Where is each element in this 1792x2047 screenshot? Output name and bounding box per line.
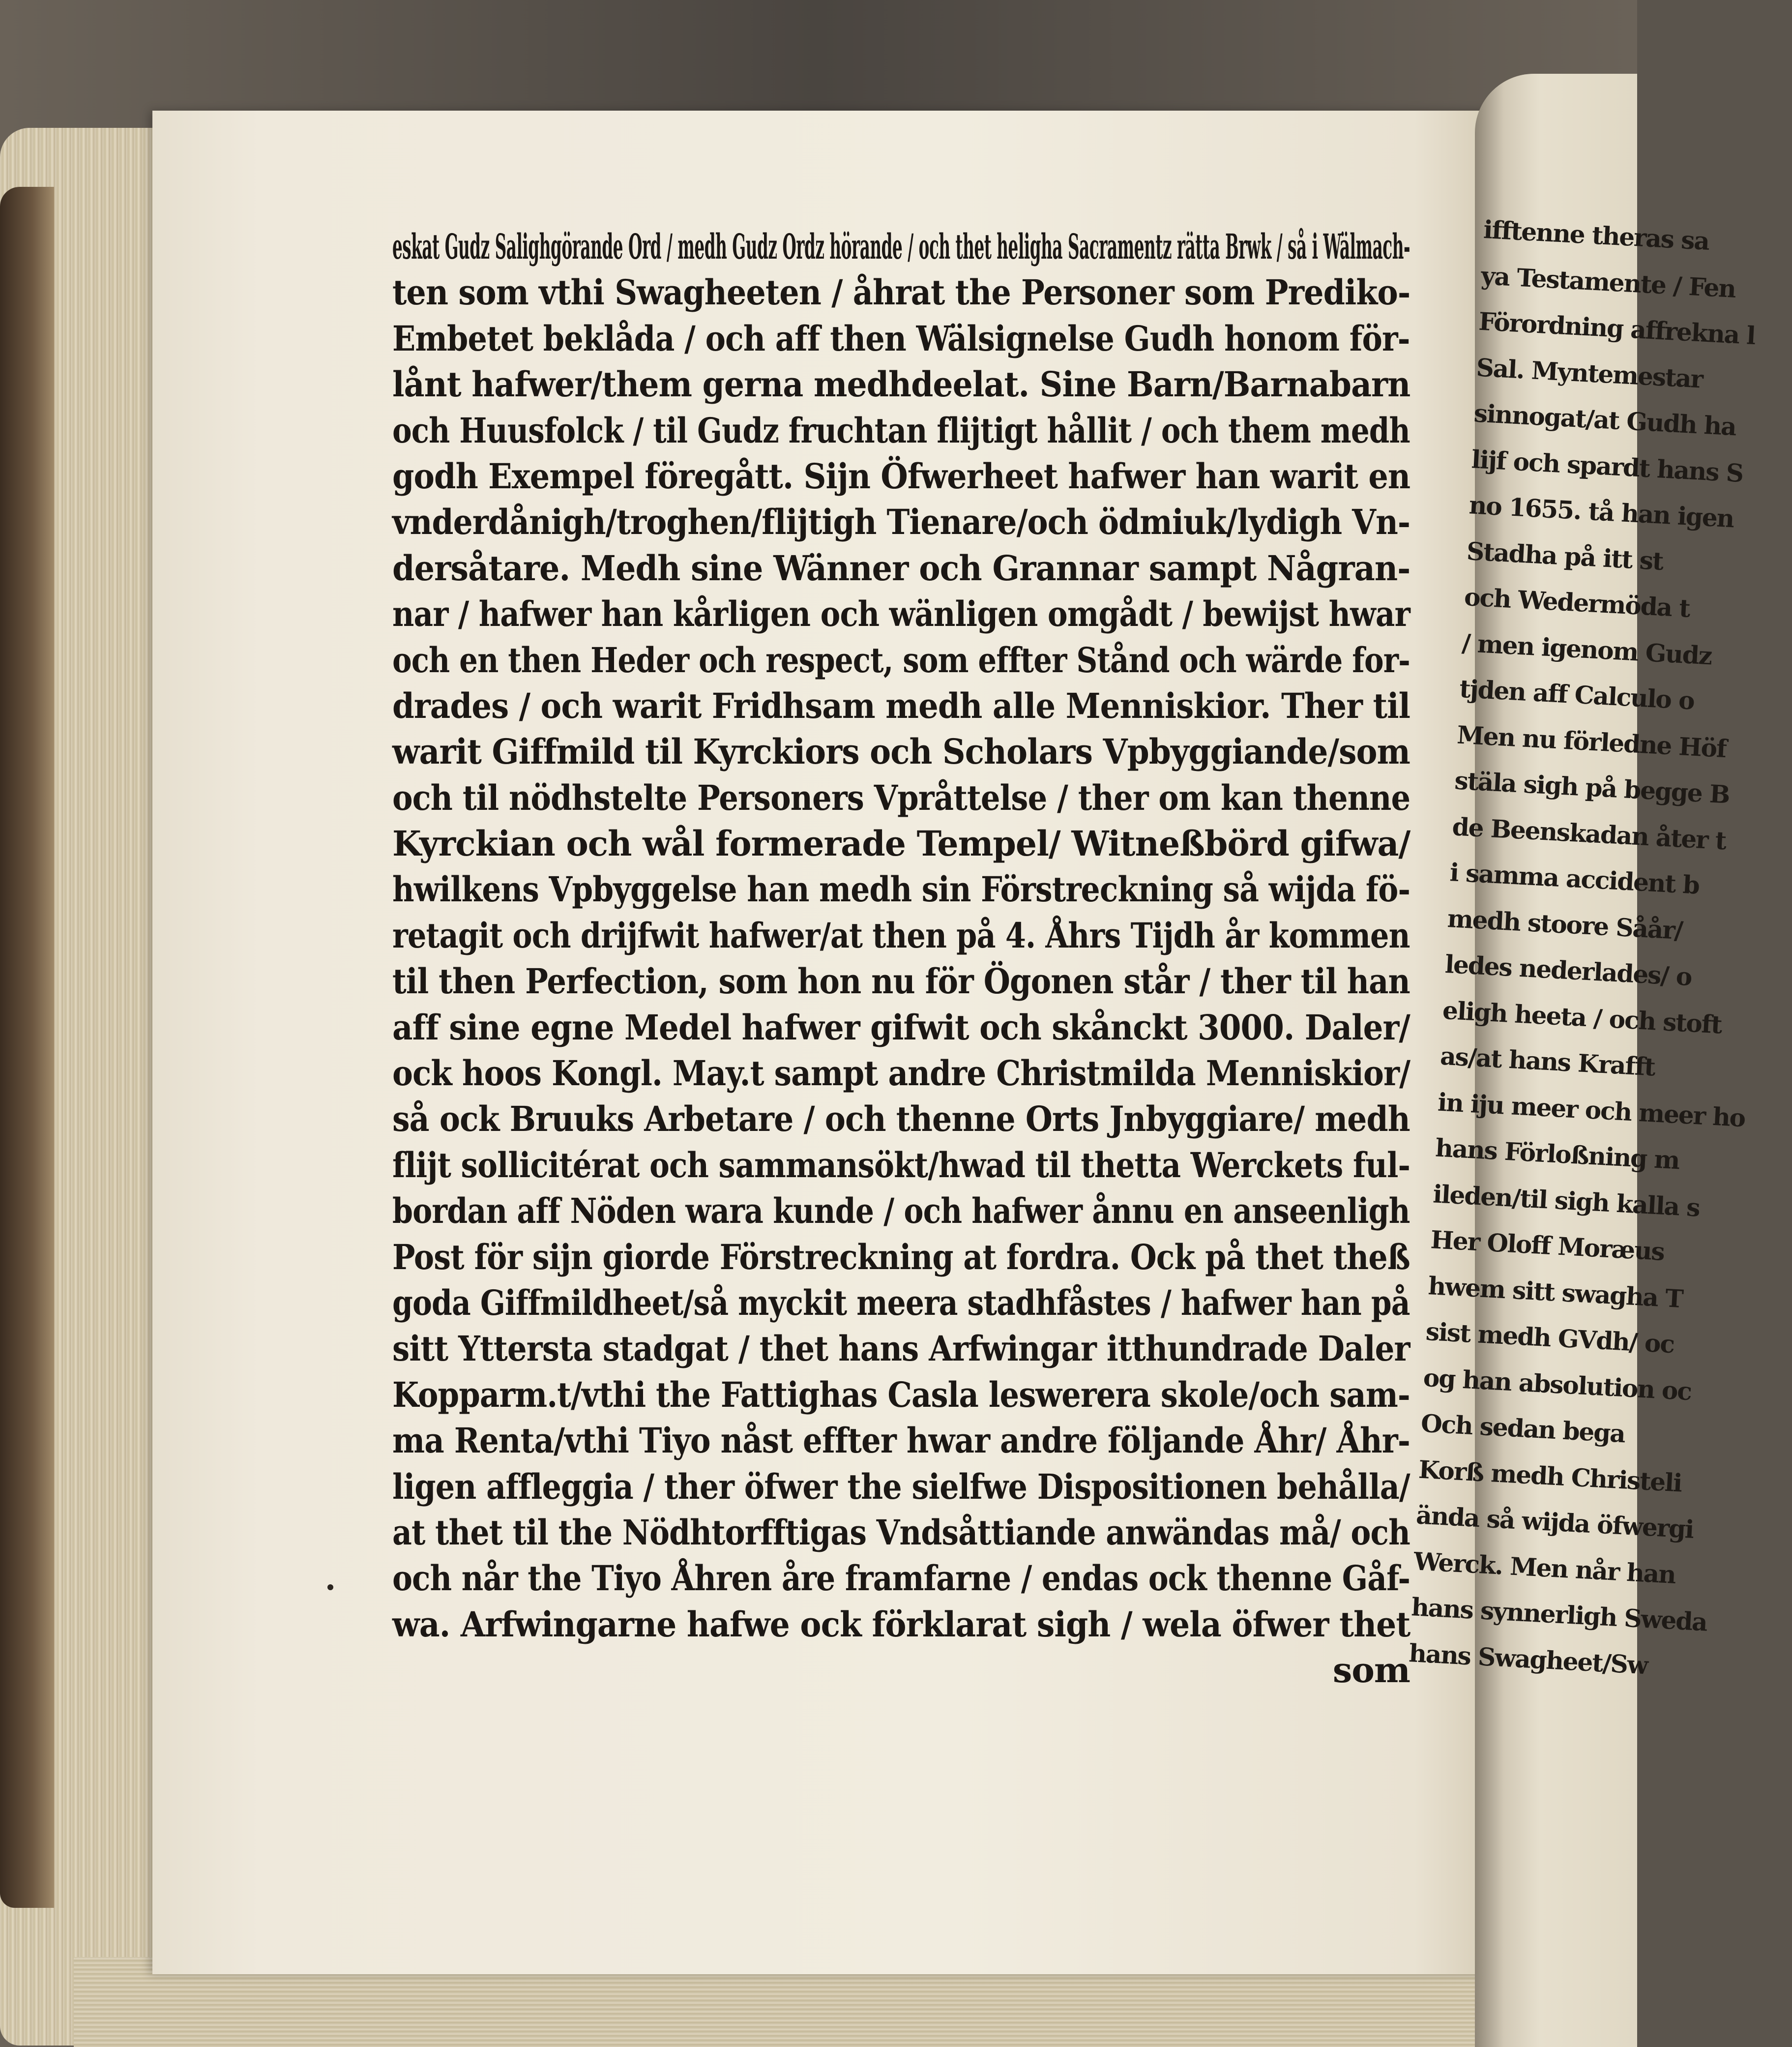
text-line — [392, 913, 1410, 958]
text-line-content: bordan aff Nöden wara kunde / och hafwer ånnu en anseenligh — [392, 1190, 1410, 1232]
text-line-content: drades / och warit Fridhsam medh alle Menniskior. Ther til — [392, 685, 1410, 726]
facing-text-line: sist medh GVdh/ oc — [1425, 1316, 1675, 1359]
facing-text-line: / men igenom Gudz — [1461, 628, 1712, 670]
text-line — [392, 591, 1410, 637]
text-line — [392, 316, 1410, 361]
text-line-content: dersåtare. Medh sine Wänner och Grannar sampt Någran- — [392, 547, 1410, 589]
text-line — [392, 821, 1410, 866]
facing-text-line: stäla sigh på begge B — [1454, 766, 1730, 809]
facing-text-line: sinnogat/at Gudh ha — [1473, 398, 1737, 442]
facing-text-line: Korß medh Christeli — [1417, 1454, 1682, 1497]
text-line-content: ma Renta/vthi Tiyo nåst effter hwar andre följande Åhr/ Åhr- — [392, 1420, 1410, 1461]
text-line — [392, 408, 1410, 453]
facing-text-line: Och sedan bega — [1420, 1408, 1626, 1449]
facing-text-line: hans Swagheet/Sw — [1408, 1638, 1648, 1680]
facing-text-line: ifftenne theras sa — [1483, 214, 1710, 256]
text-line-content: retagit och drijfwit hafwer/at then på 4. Åhrs Tijdh år kommen — [392, 915, 1410, 956]
text-line — [392, 1142, 1410, 1188]
text-line-content: lånt hafwer/them gerna medhdeelat. Sine Barn/Barnabarn — [392, 364, 1410, 405]
facing-page — [1408, 74, 1756, 2047]
text-line — [392, 637, 1410, 683]
facing-text-line: Men nu förledne Höf — [1456, 720, 1727, 763]
facing-text-line: och Wedermöda t — [1463, 582, 1691, 623]
facing-text-line: in iju meer och meer ho — [1437, 1087, 1746, 1132]
text-line — [392, 683, 1410, 729]
text-line-content: Embetet beklåda / och aff then Wälsignelse Gudh honom för- — [392, 318, 1410, 359]
text-line-content: Post för sijn giorde Förstreckning at fordra. Ock på thet theß — [392, 1236, 1410, 1277]
text-line-content: sitt Yttersta stadgat / thet hans Arfwingar itthundrade Daler — [392, 1328, 1410, 1369]
text-line-content: ligen affleggia / ther öfwer the sielfwe Dispositionen behålla/ — [392, 1466, 1410, 1507]
text-line-content: flijt sollicitérat och sammansökt/hwad til thetta Werckets ful- — [392, 1144, 1410, 1186]
text-line-content: och til nödhstelte Personers Vpråttelse / ther om kan thenne — [392, 777, 1410, 818]
facing-text-line: ileden/til sigh kalla s — [1432, 1179, 1701, 1222]
text-line — [392, 729, 1410, 774]
text-line-content: så ock Bruuks Arbetare / och thenne Orts Jnbyggiare/ medh — [392, 1098, 1410, 1140]
text-line-content: at thet til the Nödhtorfftigas Vndsåttiande anwändas må/ och — [392, 1512, 1410, 1553]
text-line — [392, 958, 1410, 1004]
facing-text-line: Stadha på itt st — [1466, 536, 1664, 576]
text-line — [392, 1280, 1410, 1326]
facing-text-line: lijf och spardt hans S — [1470, 444, 1744, 488]
text-line-content: nar / hafwer han kårligen och wänligen omgådt / bewijst hwar — [392, 593, 1410, 635]
facing-text-line: hans Förloßning m — [1435, 1133, 1680, 1175]
text-line — [392, 1005, 1410, 1050]
text-line — [392, 1555, 1410, 1601]
text-line-content: warit Giffmild til Kyrckiors och Scholars Vpbyggiande/som — [392, 731, 1410, 772]
text-line — [392, 361, 1410, 407]
facing-text-line: Her Oloff Moræus — [1430, 1225, 1665, 1266]
facing-text-line: Werck. Men når han — [1413, 1546, 1676, 1589]
text-line — [392, 1418, 1410, 1463]
facing-text-line: hwem sitt swagha T — [1427, 1271, 1684, 1313]
text-line-content: ten som vthi Swagheeten / åhrat the Personer som Prediko- — [392, 272, 1410, 313]
facing-text-line: de Beenskadan åter t — [1451, 811, 1727, 855]
text-line — [392, 1234, 1410, 1280]
facing-text-line: hans synnerligh Sweda — [1410, 1592, 1708, 1637]
text-line-content: och Huusfolck / til Gudz fruchtan flijtigt hållit / och them medh — [392, 410, 1410, 451]
text-line-content: vnderdånigh/troghen/flijtigh Tienare/och ödmiuk/lydigh Vn- — [392, 502, 1410, 543]
facing-text-line: ända så wijda öfwergi — [1415, 1500, 1694, 1544]
text-line-content: eskat Gudz Salighgörande Ord / medh Gudz Ordz hörande / och thet heligha Sacramentz rätta Brwk / så i Wälmach- — [392, 226, 1410, 267]
facing-text-line: Förordning affrekna l — [1478, 306, 1756, 351]
text-line — [392, 866, 1410, 912]
text-line — [392, 1096, 1410, 1142]
text-line — [392, 1602, 1410, 1647]
text-line-content: Kopparm.t/vthi the Fattighas Casla leswerera skole/och sam- — [392, 1374, 1410, 1415]
catchword — [392, 1647, 1410, 1693]
facing-text-line: og han absolution oc — [1422, 1363, 1692, 1406]
text-line-content: godh Exempel föregått. Sijn Öfwerheet hafwer han warit en — [392, 455, 1410, 497]
text-line-content: aff sine egne Medel hafwer gifwit och skånckt 3000. Daler/ — [392, 1007, 1410, 1048]
facing-text-line: as/at hans Krafft — [1439, 1041, 1656, 1082]
facing-text-line: ledes nederlades/ o — [1444, 949, 1692, 992]
text-line — [392, 1464, 1410, 1510]
facing-text-line: no 1655. tå han igen — [1468, 490, 1734, 534]
text-line — [392, 499, 1410, 545]
text-line — [392, 1510, 1410, 1555]
ink-dot — [327, 1584, 333, 1590]
text-line — [392, 453, 1410, 499]
facing-text-line: medh stoore Såår/ — [1446, 903, 1683, 945]
text-line-content: och når the Tiyo Åhren åre framfarne / endas ock thenne Gåf- — [392, 1558, 1410, 1599]
text-line-content: Kyrckian och wål formerade Tempel/ Witneßbörd gifwa/ — [392, 823, 1410, 864]
text-line-content: ock hoos Kongl. May.t sampt andre Christmilda Menniskior/ — [392, 1053, 1410, 1094]
facing-text-line: i samma accident b — [1449, 858, 1700, 900]
text-line — [392, 1326, 1410, 1371]
facing-text-line: eligh heeta / och stoft — [1441, 995, 1722, 1039]
text-line — [392, 1372, 1410, 1418]
text-line-content: wa. Arfwingarne hafwe ock förklarat sigh / wela öfwer thet — [392, 1603, 1410, 1645]
text-line — [392, 224, 1410, 269]
text-line-content: hwilkens Vpbyggelse han medh sin Förstreckning så wijda fö- — [392, 869, 1410, 910]
catchword-text: som — [1332, 1650, 1410, 1691]
main-text-block — [392, 224, 1410, 1693]
text-line — [392, 775, 1410, 821]
text-line — [392, 1050, 1410, 1096]
text-line — [392, 545, 1410, 591]
text-line — [392, 1188, 1410, 1234]
facing-text-line: ya Testamente / Fen — [1480, 261, 1736, 303]
facing-text-line: tjden aff Calculo o — [1459, 674, 1695, 715]
text-line-content: goda Giffmildheet/så myckit meera stadhfåstes / hafwer han på — [392, 1282, 1410, 1323]
book-cover-edge — [0, 187, 54, 1908]
text-line-content: och en then Heder och respect, som effter Stånd och wärde for- — [392, 639, 1410, 681]
text-line-content: til then Perfection, som hon nu för Ögonen står / ther til han — [392, 961, 1410, 1002]
text-line — [392, 269, 1410, 315]
facing-text-line: Sal. Myntemestar — [1475, 353, 1704, 394]
